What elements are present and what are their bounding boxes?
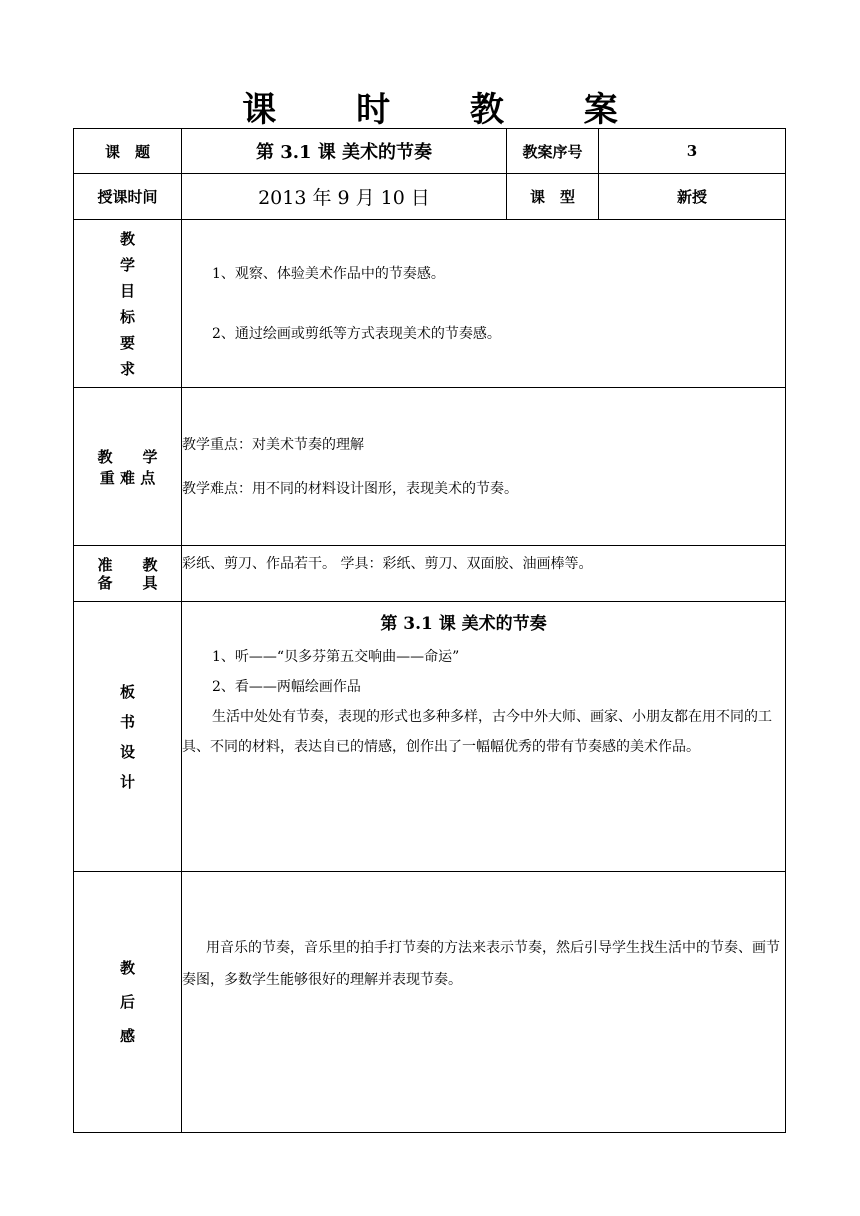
prep-row bbox=[74, 546, 786, 602]
teaching-focus: 教学重点：对美术节奏的理解 bbox=[182, 436, 364, 453]
keypoints-label-line1: 教 学 bbox=[97, 447, 158, 466]
prep-label-line2: 备 具 bbox=[97, 573, 158, 592]
reflection-text: 用音乐的节奏，音乐里的拍手打节奏的方法来表示节奏，然后引导学生找生活中的节奏、画节奏图，多数学生能够很好的理解并表现节奏。 bbox=[182, 872, 786, 1133]
seq-label: 教案序号 bbox=[507, 129, 599, 174]
keypoints-label-line2: 重 难 点 bbox=[99, 468, 156, 487]
type-label: 课 型 bbox=[507, 174, 599, 220]
topic-value: 第 3.1 课 美术的节奏 bbox=[182, 129, 507, 174]
board-row bbox=[74, 602, 786, 872]
reflection-label: 教 后 感 bbox=[119, 959, 135, 1045]
objectives-row bbox=[74, 220, 786, 388]
objective-item: 1、观察、体验美术作品中的节奏感。 bbox=[212, 265, 445, 282]
type-value: 新授 bbox=[599, 174, 786, 220]
board-title: 第 3.1 课 美术的节奏 bbox=[380, 614, 547, 634]
board-paragraph: 生活中处处有节奏，表现的形式也多种多样，古今中外大师、画家、小朋友都在用不同的工具、不同的材料，表达自已的情感，创作出了一幅幅优秀的带有节奏感的美术作品。 bbox=[182, 709, 772, 755]
reflection-row bbox=[74, 872, 786, 1133]
lesson-plan-table bbox=[73, 128, 786, 1133]
board-label: 板 书 设 计 bbox=[119, 682, 135, 791]
keypoints-row bbox=[74, 388, 786, 546]
prep-label-line1: 准 教 bbox=[97, 555, 158, 574]
objectives-label: 教 学 目 标 要 求 bbox=[119, 229, 135, 378]
time-label: 授课时间 bbox=[74, 174, 182, 220]
teaching-difficulty: 教学难点：用不同的材料设计图形，表现美术的节奏。 bbox=[182, 480, 518, 497]
topic-row bbox=[74, 129, 786, 174]
prep-value: 彩纸、剪刀、作品若干。 学具：彩纸、剪刀、双面胶、油画棒等。 bbox=[182, 546, 786, 602]
seq-value: 3 bbox=[599, 129, 786, 174]
time-row bbox=[74, 174, 786, 220]
board-item: 1、听——“贝多芬第五交响曲——命运” bbox=[212, 649, 460, 665]
board-item: 2、看——两幅绘画作品 bbox=[212, 679, 361, 695]
document-title: 课 时 教 案 bbox=[242, 90, 652, 130]
objective-item: 2、通过绘画或剪纸等方式表现美术的节奏感。 bbox=[212, 325, 501, 342]
time-value: 2013 年 9 月 10 日 bbox=[182, 174, 507, 220]
topic-label: 课 题 bbox=[74, 129, 182, 174]
